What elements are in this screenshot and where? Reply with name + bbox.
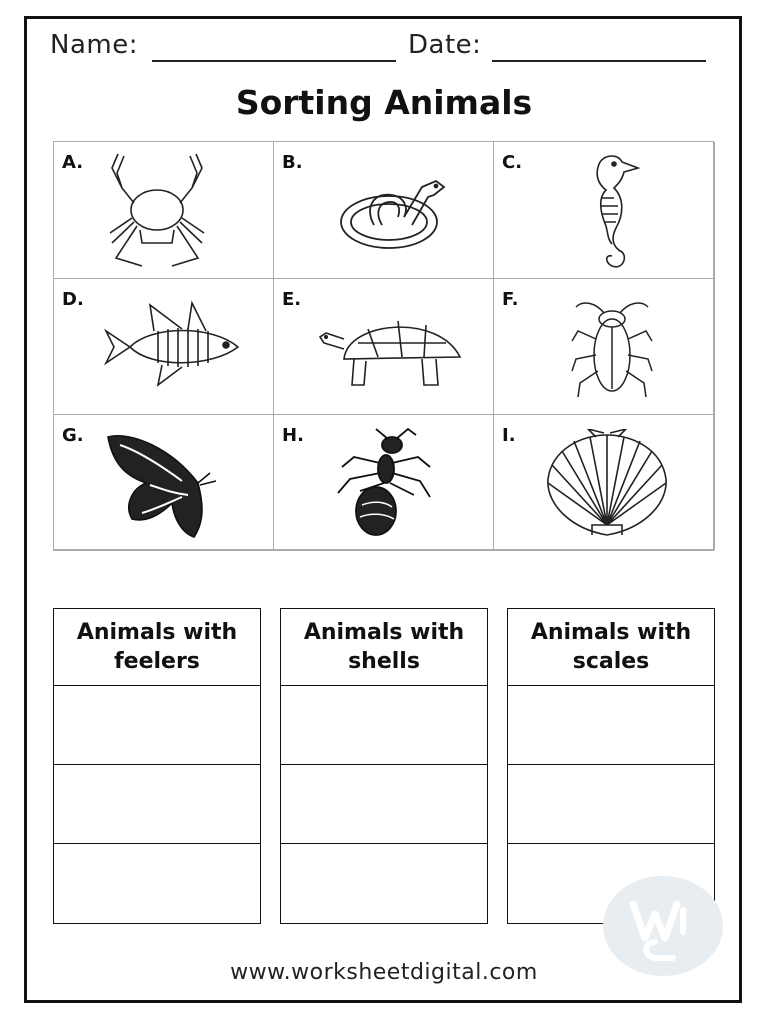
animal-cell-h — [274, 415, 494, 550]
answer-box[interactable] — [508, 686, 714, 765]
answer-box[interactable] — [508, 765, 714, 844]
column-heading: Animals with scales — [508, 609, 714, 686]
sorting-column-feelers — [53, 608, 261, 924]
answer-box[interactable] — [54, 844, 260, 923]
seahorse-icon — [578, 148, 644, 274]
answer-box[interactable] — [54, 765, 260, 844]
animal-letter: B. — [282, 152, 303, 173]
worksheet-title: Sorting Animals — [235, 83, 533, 122]
butterfly-icon — [102, 429, 220, 541]
column-heading: Animals with feelers — [54, 609, 260, 686]
cockroach-icon — [570, 297, 654, 401]
animal-cell-g — [54, 415, 274, 550]
tortoise-icon — [318, 299, 468, 399]
animal-letter: A. — [62, 152, 84, 173]
animal-cell-f — [494, 279, 715, 415]
seashell-icon — [542, 429, 672, 541]
animal-letter: H. — [282, 425, 304, 446]
answer-box[interactable] — [54, 686, 260, 765]
animal-letter: F. — [502, 289, 519, 310]
date-label: Date: — [408, 30, 482, 60]
name-label: Name: — [50, 30, 138, 60]
animal-letter: D. — [62, 289, 84, 310]
crab-icon — [102, 148, 212, 273]
animal-letter: I. — [502, 425, 516, 446]
snake-icon — [334, 167, 452, 257]
name-line — [152, 60, 396, 62]
ant-icon — [332, 427, 436, 543]
animal-letter: G. — [62, 425, 84, 446]
animal-cell-i — [494, 415, 715, 550]
animal-cell-a — [54, 142, 274, 279]
animal-cell-d — [54, 279, 274, 415]
animal-cell-b — [274, 142, 494, 279]
answer-box[interactable] — [281, 686, 487, 765]
animal-letter: E. — [282, 289, 302, 310]
fish-icon — [102, 295, 242, 395]
answer-box[interactable] — [281, 765, 487, 844]
answer-box[interactable] — [281, 844, 487, 923]
animal-cell-e — [274, 279, 494, 415]
animal-picture-grid — [53, 141, 714, 551]
animal-letter: C. — [502, 152, 523, 173]
column-heading: Animals with shells — [281, 609, 487, 686]
animal-cell-c — [494, 142, 715, 279]
footer-url[interactable]: www.worksheetdigital.com — [230, 960, 538, 985]
date-line — [492, 60, 706, 62]
sorting-column-shells — [280, 608, 488, 924]
